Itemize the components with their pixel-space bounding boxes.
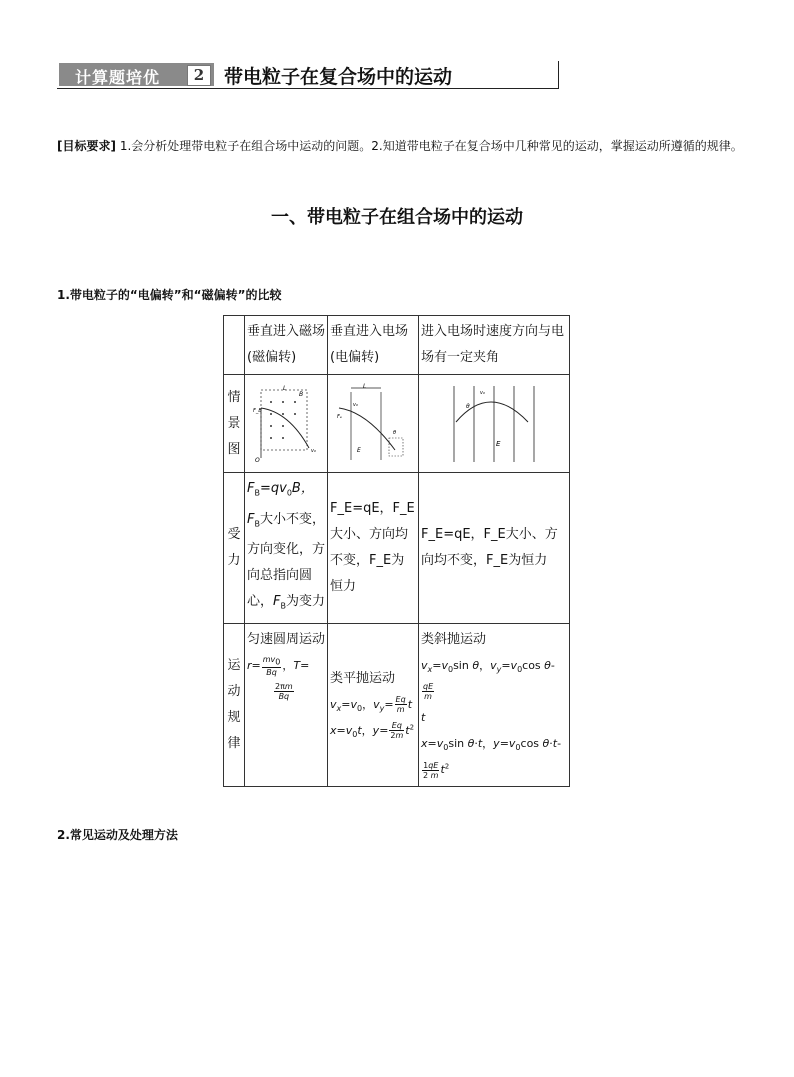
angled-entry-diagram bbox=[444, 382, 544, 466]
label-B: B bbox=[299, 390, 304, 398]
comparison-table bbox=[223, 315, 570, 787]
force-electric: F_E=qE，F_E大小、方向均不变，F_E为恒力 bbox=[330, 500, 415, 594]
table-row-figures bbox=[224, 375, 570, 473]
label-O: O bbox=[255, 456, 260, 464]
chapter-title: 带电粒子在复合场中的运动 bbox=[224, 66, 453, 88]
table-header-row bbox=[224, 316, 570, 375]
motion-electric: 类平抛运动 $v_x=v_0$，$v_y=$ $\frac{Eq}{m}$ t $x=v_0t$，y= $\frac{Eq}{2m}$ $t^2$ bbox=[330, 670, 415, 741]
row-label-figures: 情景图 bbox=[227, 389, 241, 457]
motion-magnetic: 匀速圆周运动 r= $\frac{mv_0}{Bq}$ ，T= $\frac{2\pi m}{Bq}$ bbox=[247, 631, 326, 702]
motion-electric-title: 类平抛运动 bbox=[330, 670, 396, 686]
badge-text: 计算题培优 bbox=[75, 68, 161, 87]
label-FE: Fₑ bbox=[337, 413, 342, 420]
label-E: E bbox=[357, 446, 361, 454]
chapter-header bbox=[57, 61, 559, 89]
motion-angled: 类斜抛运动 $v_x=v_0\sin$ θ，$v_y=v_0\cos$ θ- $\frac{qE}{m}$ t $x=v_0\sin$ θ·t，$y=v_0\cos$ θ·t- $\frac{1qE}{2 m}$ $t^2$ bbox=[421, 631, 562, 780]
label-theta-2: θ bbox=[466, 402, 470, 410]
label-L: L bbox=[283, 384, 287, 392]
label-v0: v₀ bbox=[353, 401, 358, 408]
goal-label: [目标要求] bbox=[57, 139, 116, 153]
chapter-badge bbox=[59, 63, 214, 86]
header-right-rule bbox=[558, 61, 559, 89]
table-row-motion bbox=[224, 623, 570, 786]
label-theta: θ bbox=[393, 429, 397, 436]
row-label-force: 受力 bbox=[227, 526, 241, 568]
goal-text: 1.会分析处理带电粒子在组合场中运动的问题。2.知道带电粒子在复合场中几种常见的运动，掌握运动所遵循的规律。 bbox=[119, 139, 743, 153]
corner-cell bbox=[224, 316, 245, 375]
item-2-heading: 2.常见运动及处理方法 bbox=[57, 828, 178, 842]
electric-deflection-diagram bbox=[333, 382, 413, 466]
goal-requirements bbox=[57, 127, 747, 165]
label-L-2: L bbox=[363, 382, 367, 390]
item-1-heading: 1.带电粒子的“电偏转”和“磁偏转”的比较 bbox=[57, 288, 282, 302]
motion-magnetic-title: 匀速圆周运动 bbox=[247, 631, 326, 647]
magnetic-deflection-diagram bbox=[249, 382, 323, 466]
label-FB: F_B bbox=[253, 407, 262, 414]
header-magnetic: 垂直进入磁场(磁偏转) bbox=[247, 324, 326, 365]
header-angled: 进入电场时速度方向与电场有一定夹角 bbox=[421, 324, 565, 365]
header-underline bbox=[57, 88, 559, 89]
badge-number: 2 bbox=[187, 65, 211, 86]
force-magnetic: $F_B=qv_0B$， $F_B$大小不变，方向变化，方向总指向圆心，$F_B$为变力 bbox=[247, 481, 326, 611]
label-v0-out: v₀ bbox=[311, 447, 316, 454]
section-title: 一、带电粒子在组合场中的运动 bbox=[271, 207, 523, 228]
motion-angled-title: 类斜抛运动 bbox=[421, 631, 487, 647]
label-E-2: E bbox=[496, 439, 501, 448]
header-electric: 垂直进入电场(电偏转) bbox=[330, 324, 409, 365]
label-v0-2: v₀ bbox=[480, 389, 485, 396]
force-angled: F_E=qE，F_E大小、方向均不变，F_E为恒力 bbox=[421, 526, 558, 568]
row-label-motion: 运动规律 bbox=[227, 657, 241, 751]
table-row-force bbox=[224, 473, 570, 624]
